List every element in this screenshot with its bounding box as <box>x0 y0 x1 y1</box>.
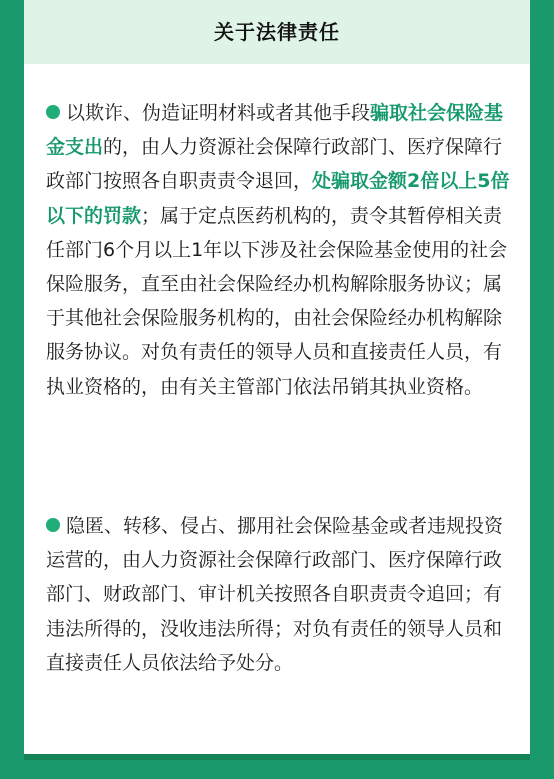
section-title: 关于法律责任 <box>214 20 340 44</box>
paragraph-fraud-liability <box>46 96 516 404</box>
paragraph1-highlight-2: 处骗取金额2倍以上5倍以下的罚款 <box>46 170 510 227</box>
content-card <box>24 0 530 760</box>
paragraph2-text: 隐匿、转移、侵占、挪用社会保险基金或者违规投资运营的，由人力资源社会保障行政部门、医疗保障行政部门、财政部门、审计机关按照各自职责责令追回；有违法所得的，没收违法所得；对负有责任的领导人员和直接责任人员依法给予处分。 <box>46 515 504 674</box>
green-dot-icon <box>46 518 60 532</box>
paragraph1-text-1: 以欺诈、伪造证明材料或者其他手段 <box>66 102 371 124</box>
paragraph1-text-2: 的，由人力资源社会保障行政部门、医疗保障行政部门按照各自职责责令退回， <box>46 136 503 193</box>
paragraph1-text-3: ；属于定点医药机构的，责令其暂停相关责任部门6个月以上1年以下涉及社会保险基金使用的社会保险服务，直至由社会保险经办机构解除服务协议；属于其他社会保险服务机构的，由社会保险经办机构解除服务协议。对负有责任的领导人员和直接责任人员，有执业资格的，由有关主管部门依法吊销其执业资格。 <box>46 204 508 398</box>
paragraph1-highlight-1: 骗取社会保险基金支出 <box>46 102 504 159</box>
paragraph-misappropriation-liability <box>46 509 516 680</box>
green-dot-icon <box>46 105 60 119</box>
section-header <box>24 0 530 64</box>
